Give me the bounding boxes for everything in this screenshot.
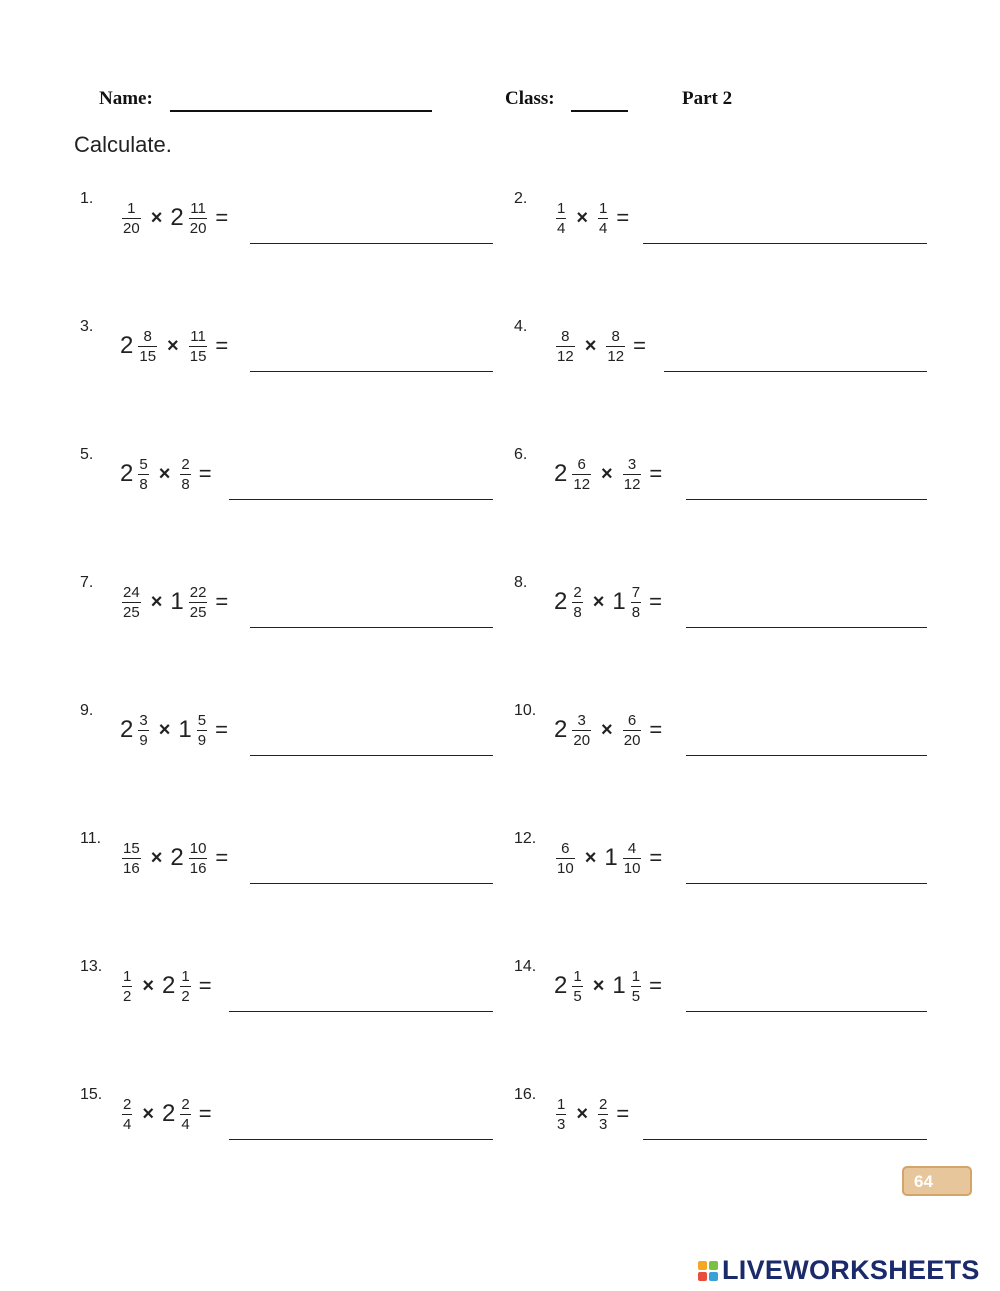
answer-field[interactable] (664, 371, 927, 372)
numerator: 6 (577, 455, 586, 473)
multiply-sign: × (576, 206, 589, 229)
denominator: 12 (607, 347, 625, 365)
numerator: 11 (190, 199, 206, 217)
answer-field[interactable] (686, 883, 927, 884)
denominator: 25 (123, 603, 140, 621)
equals-sign: = (198, 973, 212, 998)
whole-number: 2 (120, 716, 134, 743)
fraction (189, 328, 208, 365)
fraction-bar (631, 602, 641, 603)
multiply-sign: × (150, 590, 163, 613)
numerator: 1 (557, 199, 566, 217)
answer-field[interactable] (250, 883, 493, 884)
fraction (122, 1096, 132, 1133)
multiply-sign: × (601, 718, 613, 741)
problem-number: 12. (514, 830, 537, 847)
multiply-sign: × (592, 590, 605, 613)
whole-number: 2 (162, 1100, 176, 1127)
expression (120, 966, 212, 1006)
fraction-bar (572, 986, 582, 987)
fraction-bar (623, 474, 642, 475)
answer-field[interactable] (686, 499, 927, 500)
fraction (623, 712, 642, 749)
fraction-bar (122, 986, 132, 987)
problem-number: 4. (514, 318, 528, 335)
denominator: 10 (623, 859, 641, 877)
denominator: 8 (573, 603, 582, 621)
fraction-bar (180, 474, 190, 475)
denominator: 5 (631, 987, 641, 1005)
numerator: 15 (123, 839, 140, 857)
answer-field[interactable] (250, 243, 493, 244)
problem-number: 5. (80, 446, 94, 463)
fraction-bar (138, 346, 157, 347)
fraction (572, 584, 582, 621)
denominator: 3 (599, 1115, 608, 1133)
multiply-sign: × (167, 334, 179, 357)
answer-field[interactable] (229, 1011, 493, 1012)
fraction-bar (631, 986, 641, 987)
fraction-bar (598, 1114, 608, 1115)
answer-field[interactable] (686, 627, 927, 628)
instruction: Calculate. (74, 132, 172, 157)
fraction-bar (197, 730, 207, 731)
whole-number: 1 (612, 972, 626, 999)
whole-number: 2 (554, 460, 568, 487)
expression (120, 582, 228, 622)
fraction-bar (572, 474, 591, 475)
fraction (122, 840, 141, 877)
class-label: Class: (505, 88, 555, 109)
answer-field[interactable] (643, 243, 927, 244)
expression (120, 838, 228, 878)
fraction (180, 1096, 190, 1133)
numerator: 3 (139, 711, 148, 729)
fraction (122, 584, 141, 621)
equals-sign: = (649, 461, 663, 486)
denominator: 4 (123, 1115, 132, 1133)
multiply-sign: × (584, 846, 597, 869)
fraction (556, 1096, 566, 1133)
fraction-bar (180, 1114, 190, 1115)
numerator: 8 (561, 327, 570, 345)
expression (120, 198, 228, 238)
fraction (122, 200, 141, 237)
problem-number: 11. (80, 830, 102, 847)
numerator: 10 (189, 839, 207, 857)
equals-sign: = (198, 1101, 212, 1126)
answer-field[interactable] (250, 371, 493, 372)
fraction-bar (556, 218, 566, 219)
fraction (180, 456, 190, 493)
fraction (138, 712, 148, 749)
fraction (197, 712, 207, 749)
numerator: 1 (631, 967, 641, 985)
denominator: 12 (573, 475, 591, 493)
denominator: 12 (623, 475, 641, 493)
fraction-bar (138, 474, 148, 475)
fraction-bar (556, 346, 575, 347)
multiply-sign: × (576, 1102, 589, 1125)
whole-number: 1 (178, 716, 192, 743)
expression (554, 326, 646, 366)
denominator: 8 (181, 475, 190, 493)
denominator: 15 (139, 347, 157, 365)
fraction (556, 200, 566, 237)
denominator: 9 (139, 731, 148, 749)
fraction (556, 840, 575, 877)
numerator: 1 (557, 1095, 566, 1113)
problem-number: 10. (514, 702, 537, 719)
whole-number: 2 (554, 716, 568, 743)
multiply-sign: × (150, 206, 163, 229)
equals-sign: = (649, 589, 662, 614)
denominator: 16 (123, 859, 140, 877)
denominator: 20 (623, 731, 641, 749)
fraction-bar (572, 602, 582, 603)
page-number: 64 (914, 1172, 933, 1191)
fraction-bar (623, 730, 642, 731)
whole-number: 2 (554, 972, 568, 999)
denominator: 2 (123, 987, 132, 1005)
expression (554, 198, 629, 238)
whole-number: 1 (604, 844, 618, 871)
fraction-bar (572, 730, 591, 731)
expression (120, 326, 228, 366)
multiply-sign: × (592, 974, 605, 997)
equals-sign: = (215, 845, 229, 870)
fraction (556, 328, 575, 365)
expression (120, 1094, 212, 1134)
answer-field[interactable] (229, 1139, 493, 1140)
numerator: 1 (573, 967, 582, 985)
denominator: 4 (557, 219, 566, 237)
fraction-bar (189, 218, 208, 219)
fraction (623, 456, 642, 493)
denominator: 10 (557, 859, 574, 877)
fraction (623, 840, 642, 877)
liveworksheets-logo (698, 1255, 980, 1286)
multiply-sign: × (601, 462, 613, 485)
page-number-badge (902, 1166, 972, 1196)
numerator: 3 (577, 711, 586, 729)
numerator: 8 (143, 327, 152, 345)
equals-sign: = (633, 333, 646, 358)
numerator: 6 (627, 711, 637, 729)
problem-number: 6. (514, 446, 528, 463)
problem-number: 8. (514, 574, 528, 591)
problem-number: 16. (514, 1086, 537, 1103)
fraction-bar (122, 218, 141, 219)
equals-sign: = (215, 717, 228, 742)
equals-sign: = (616, 1101, 630, 1126)
answer-field[interactable] (686, 1011, 927, 1012)
fraction (138, 328, 157, 365)
part-label: Part 2 (682, 88, 733, 109)
denominator: 12 (557, 347, 574, 365)
whole-number: 2 (170, 844, 184, 871)
logo-icon (698, 1261, 718, 1281)
denominator: 20 (189, 219, 207, 237)
numerator: 24 (123, 583, 140, 601)
whole-number: 2 (120, 332, 134, 359)
equals-sign: = (215, 589, 229, 614)
denominator: 25 (189, 603, 207, 621)
denominator: 2 (181, 987, 190, 1005)
fraction (572, 456, 591, 493)
problem-number: 3. (80, 318, 94, 335)
problem-number: 13. (80, 958, 103, 975)
numerator: 6 (561, 839, 570, 857)
fraction-bar (189, 346, 208, 347)
answer-field[interactable] (643, 1139, 927, 1140)
whole-number: 2 (162, 972, 176, 999)
expression (554, 966, 662, 1006)
multiply-sign: × (142, 1102, 155, 1125)
whole-number: 1 (170, 588, 184, 615)
numerator: 22 (189, 583, 207, 601)
problem-number: 14. (514, 958, 537, 975)
multiply-sign: × (158, 718, 171, 741)
equals-sign: = (649, 973, 662, 998)
answer-field[interactable] (250, 627, 493, 628)
whole-number: 2 (170, 204, 184, 231)
equals-sign: = (198, 461, 212, 486)
expression (554, 838, 662, 878)
fraction-bar (138, 730, 148, 731)
fraction (572, 968, 582, 1005)
numerator: 2 (573, 583, 582, 601)
fraction (189, 584, 208, 621)
expression (120, 710, 228, 750)
expression (554, 582, 662, 622)
fraction (138, 456, 148, 493)
numerator: 2 (181, 1095, 190, 1113)
fraction (122, 968, 132, 1005)
equals-sign: = (649, 717, 663, 742)
denominator: 8 (631, 603, 641, 621)
answer-field[interactable] (686, 755, 927, 756)
fraction-bar (556, 858, 575, 859)
fraction-bar (189, 602, 208, 603)
whole-number: 1 (612, 588, 626, 615)
numerator: 3 (627, 455, 637, 473)
equals-sign: = (215, 333, 229, 358)
multiply-sign: × (150, 846, 163, 869)
numerator: 1 (181, 967, 190, 985)
name-field[interactable] (170, 110, 432, 112)
fraction (631, 584, 641, 621)
denominator: 8 (139, 475, 148, 493)
equals-sign: = (616, 205, 630, 230)
fraction-bar (180, 986, 190, 987)
fraction (180, 968, 190, 1005)
fraction-bar (606, 346, 625, 347)
fraction (189, 200, 208, 237)
expression (554, 454, 662, 494)
expression (554, 710, 662, 750)
multiply-sign: × (158, 462, 171, 485)
problem-number: 15. (80, 1086, 103, 1103)
numerator: 2 (181, 455, 190, 473)
brand-name: LIVEWORKSHEETS (722, 1255, 980, 1285)
fraction-bar (122, 602, 141, 603)
name-label: Name: (99, 88, 153, 109)
denominator: 16 (189, 859, 207, 877)
denominator: 15 (189, 347, 207, 365)
fraction (598, 200, 608, 237)
fraction-bar (623, 858, 642, 859)
numerator: 1 (599, 199, 608, 217)
numerator: 5 (197, 711, 207, 729)
fraction (598, 1096, 608, 1133)
equals-sign: = (649, 845, 663, 870)
denominator: 9 (197, 731, 207, 749)
fraction (631, 968, 641, 1005)
fraction-bar (189, 858, 208, 859)
fraction (189, 840, 208, 877)
fraction (572, 712, 591, 749)
fraction-bar (122, 858, 141, 859)
denominator: 3 (557, 1115, 566, 1133)
whole-number: 2 (120, 460, 134, 487)
fraction-bar (598, 218, 608, 219)
numerator: 2 (123, 1095, 132, 1113)
problem-number: 7. (80, 574, 94, 591)
denominator: 20 (573, 731, 591, 749)
whole-number: 2 (554, 588, 568, 615)
expression (554, 1094, 629, 1134)
expression (120, 454, 212, 494)
numerator: 11 (190, 327, 206, 345)
numerator: 5 (139, 455, 148, 473)
denominator: 4 (181, 1115, 190, 1133)
answer-field[interactable] (229, 499, 493, 500)
problem-number: 2. (514, 190, 528, 207)
answer-field[interactable] (250, 755, 493, 756)
equals-sign: = (215, 205, 229, 230)
multiply-sign: × (142, 974, 155, 997)
fraction (606, 328, 625, 365)
numerator: 8 (611, 327, 620, 345)
numerator: 1 (123, 967, 132, 985)
denominator: 5 (573, 987, 582, 1005)
numerator: 1 (127, 199, 136, 217)
numerator: 7 (631, 583, 641, 601)
numerator: 2 (599, 1095, 608, 1113)
multiply-sign: × (584, 334, 597, 357)
class-field[interactable] (571, 110, 628, 112)
fraction-bar (556, 1114, 566, 1115)
denominator: 20 (123, 219, 140, 237)
fraction-bar (122, 1114, 132, 1115)
denominator: 4 (599, 219, 608, 237)
problem-number: 1. (80, 190, 94, 207)
numerator: 4 (627, 839, 637, 857)
problem-number: 9. (80, 702, 94, 719)
